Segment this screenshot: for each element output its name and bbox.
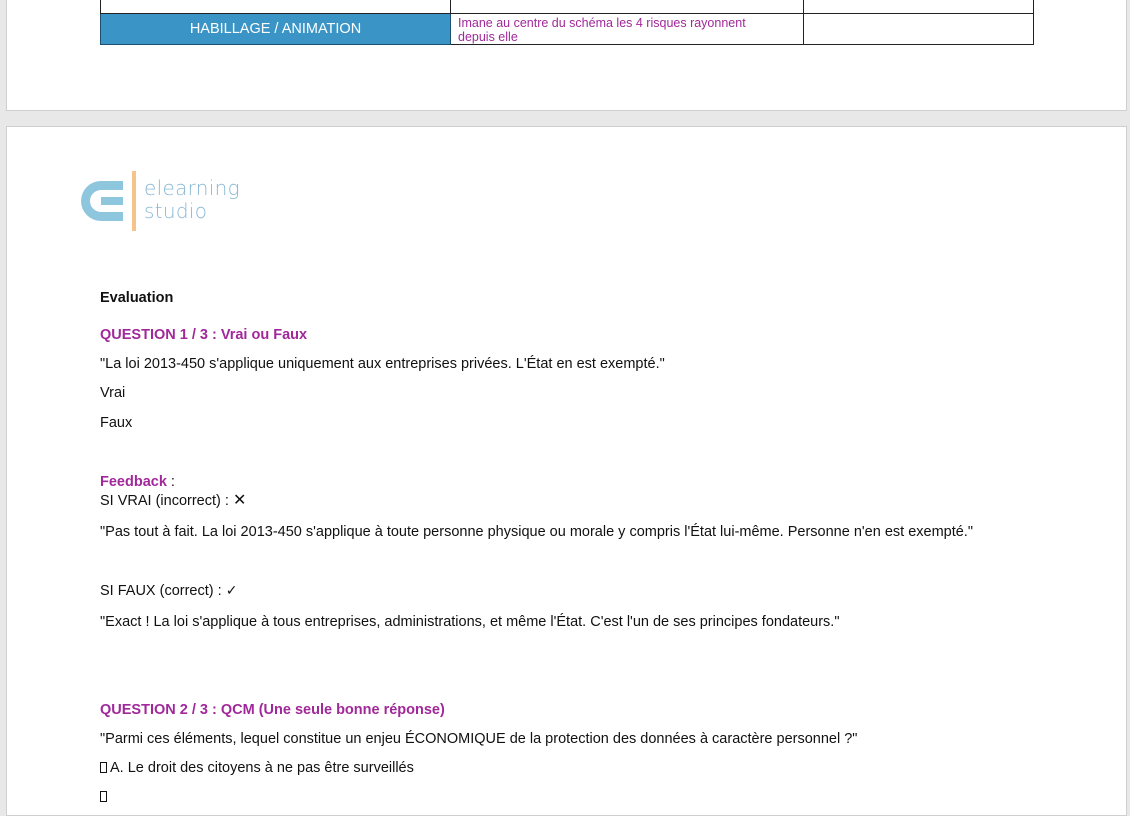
document-page-previous <box>6 0 1127 111</box>
evaluation-heading: Evaluation <box>100 290 174 306</box>
document-page <box>6 126 1127 816</box>
logo-text <box>144 177 240 223</box>
habillage-text-line1: Imane au centre du schéma les 4 risques rayonnent <box>458 16 746 30</box>
logo-text-line2: studio <box>144 199 208 223</box>
question-2-option-b <box>100 788 110 806</box>
question-1-option-false: Faux <box>100 415 133 431</box>
question-1-option-true: Vrai <box>100 385 126 401</box>
habillage-description-cell <box>451 14 804 45</box>
table-cell <box>804 0 1034 14</box>
feedback-if-false-label: SI FAUX (correct) : <box>100 583 226 599</box>
habillage-label-cell: HABILLAGE / ANIMATION <box>101 14 451 45</box>
feedback-if-false <box>100 582 237 600</box>
habillage-text-line2: depuis elle <box>458 30 518 44</box>
feedback-if-false-text: "Exact ! La loi s'applique à tous entreprises, administrations, et même l'État. C'est l'un de ses principes fondateurs." <box>100 614 840 630</box>
table-cell-empty <box>804 14 1034 45</box>
feedback-label: Feedback <box>100 474 167 490</box>
check-mark-icon: ✓ <box>225 583 238 599</box>
feedback-heading <box>100 473 175 491</box>
table-row-habillage <box>101 14 1034 45</box>
feedback-if-true <box>100 491 246 510</box>
question-1-title: QUESTION 1 / 3 : Vrai ou Faux <box>100 327 308 343</box>
question-2-option-a <box>100 759 414 777</box>
question-2-statement: "Parmi ces éléments, lequel constitue un enjeu ÉCONOMIQUE de la protection des données à caractère personnel ?" <box>100 731 858 747</box>
question-2-title: QUESTION 2 / 3 : QCM (Une seule bonne réponse) <box>100 702 445 718</box>
checkbox-icon <box>100 762 107 773</box>
question-2-option-a-label: A. Le droit des citoyens à ne pas être surveillés <box>110 760 414 776</box>
checkbox-icon <box>100 791 107 802</box>
question-1-statement: "La loi 2013-450 s'applique uniquement aux entreprises privées. L'État en est exempté." <box>100 356 665 372</box>
table-cell <box>101 0 451 14</box>
logo-text-line1: elearning <box>144 176 240 200</box>
feedback-if-true-label: SI VRAI (incorrect) : <box>100 493 233 509</box>
table-row <box>101 0 1034 14</box>
cross-mark-icon: ✕ <box>232 490 247 509</box>
feedback-if-true-text: "Pas tout à fait. La loi 2013-450 s'applique à toute personne physique ou morale y compris l'État lui-même. Personne n'en est exempté." <box>100 524 973 540</box>
feedback-colon: : <box>166 474 175 490</box>
table-cell <box>451 0 804 14</box>
storyboard-table <box>100 0 1034 45</box>
